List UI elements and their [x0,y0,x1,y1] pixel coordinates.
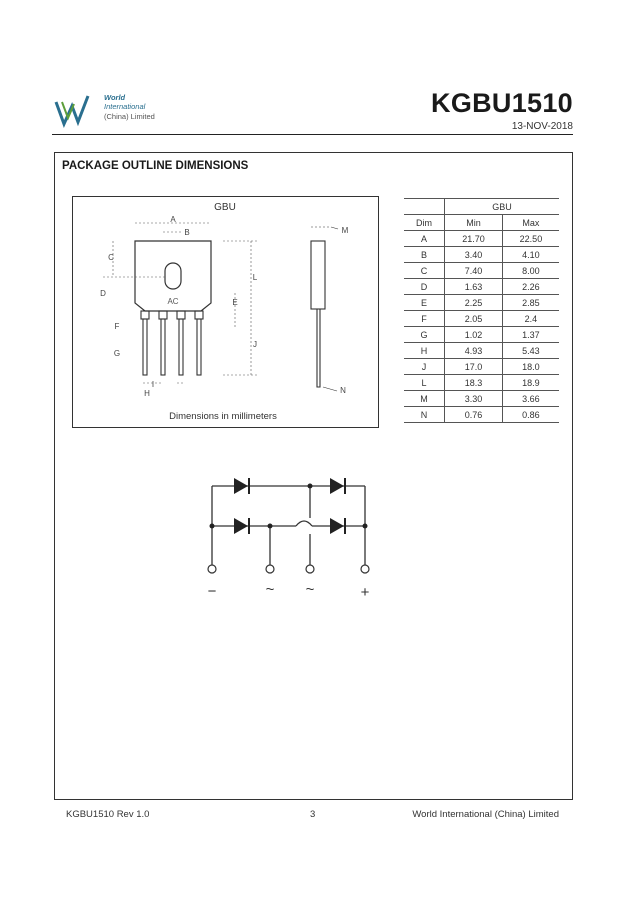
svg-text:M: M [341,226,349,235]
table-row: J 17.0 18.0 [404,359,559,375]
terminals [208,565,369,573]
terminal-label-ac2: ~ [305,581,315,598]
logo-line-1: World [104,93,126,102]
table-row: F 2.05 2.4 [404,311,559,327]
diode-bar [248,518,250,534]
svg-text:G: G [113,349,121,358]
figure-caption: Dimensions in millimeters [169,411,277,422]
section-title: PACKAGE OUTLINE DIMENSIONS [62,160,249,172]
logo-wave-icon [54,92,104,132]
table-header-row [404,215,559,231]
svg-text:A: A [170,215,176,224]
terminal-icon [361,565,369,573]
svg-text:I: I [151,380,155,389]
package-outline-figure [72,196,379,428]
terminal-label-negative: − [207,583,217,600]
terminal-labels [208,581,370,601]
svg-text:H: H [144,389,150,398]
svg-text:F: F [114,322,120,331]
terminal-icon [306,565,314,573]
logo-line-2: International [104,102,146,111]
table-row: A 21.70 22.50 [404,231,559,247]
table-row: H 4.93 5.43 [404,343,559,359]
table-row: C 7.40 8.00 [404,263,559,279]
table-row: L 18.3 18.9 [404,375,559,391]
terminal-label-ac1: ~ [265,581,275,598]
diode-icon [330,478,344,494]
document-date: 13-NOV-2018 [511,121,573,132]
table-row: B 3.40 4.10 [404,247,559,263]
diode-bar [248,478,250,494]
column-header: Min [445,215,503,231]
table-group-header: GBU [445,199,559,215]
svg-text:B: B [184,228,190,237]
svg-text:L: L [252,273,258,282]
svg-text:D: D [100,289,106,298]
svg-text:E: E [232,298,238,307]
svg-text:C: C [108,253,114,262]
column-header: Dim [404,215,445,231]
package-drawing [73,197,377,426]
table-row: M 3.30 3.66 [404,391,559,407]
company-logo [54,92,174,132]
table-row: N 0.76 0.86 [404,407,559,423]
bridge-rectifier-schematic [200,470,380,605]
table-row: G 1.02 1.37 [404,327,559,343]
header-divider [52,134,573,135]
footer-revision: KGBU1510 Rev 1.0 [66,809,150,820]
body-mark: AC [167,297,179,306]
table-row: E 2.25 2.85 [404,295,559,311]
package-side-view [311,227,338,391]
diode-bar [344,518,346,534]
diode-icon [234,478,248,494]
svg-text:N: N [340,386,346,395]
logo-line-3: (China) Limited [104,112,155,121]
part-number: KGBU1510 [431,88,573,118]
diode-bar [344,478,346,494]
mounting-hole [165,263,181,289]
terminal-icon [208,565,216,573]
table-row: D 1.63 2.26 [404,279,559,295]
package-leads [141,311,203,375]
diode-icon [234,518,248,534]
terminal-icon [266,565,274,573]
footer-company: World International (China) Limited [412,809,559,820]
column-header: Max [502,215,559,231]
dimensions-table [404,198,559,423]
package-label: GBU [214,202,236,213]
diode-icon [330,518,344,534]
svg-text:J: J [253,340,257,349]
terminal-label-positive: + [360,584,370,601]
table-group-header-row [404,199,559,215]
circuit-junctions [210,484,368,529]
footer-page-number: 3 [310,809,316,820]
